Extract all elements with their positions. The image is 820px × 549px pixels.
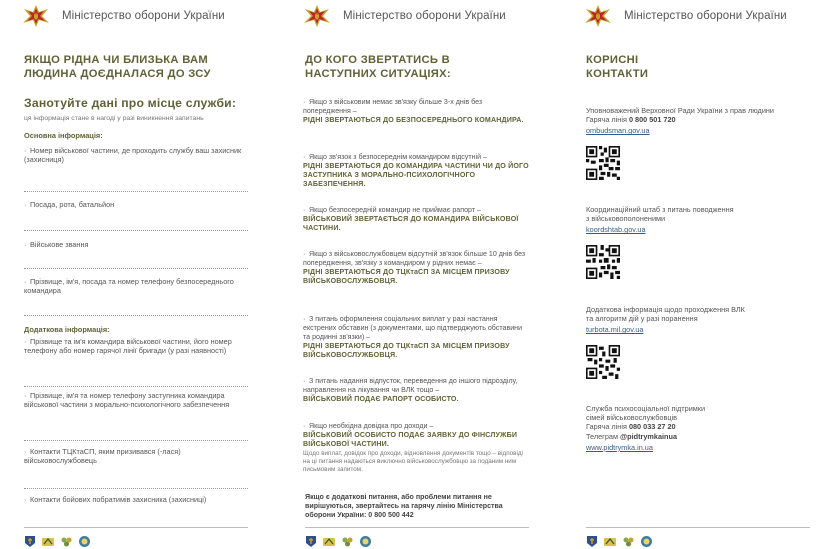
leaf-logo-icon [622, 535, 635, 548]
ministry-name: Міністерство оборони України [62, 10, 225, 22]
coat-of-arms-logo-icon [586, 535, 598, 548]
ministry-name: Міністерство оборони України [624, 10, 787, 22]
fill-line[interactable] [24, 315, 248, 316]
panel-whom-to-contact [303, 0, 531, 549]
mod-hotline-note: Якщо є додаткові питання, або проблеми питання не вирішуються, звертайтесь на гарячу лінію Міністерства оборони України: 0 800 500 442 [305, 493, 503, 519]
trident-emblem-icon [303, 4, 331, 28]
field-unit-commander: · Прізвище та ім'я командира військової частини, його номер телефону або номер гарячої лінії бригади (у разі наявності) [24, 337, 232, 356]
coat-of-arms-logo-icon [24, 535, 36, 548]
contact-psychosocial-support: Служба психосоціальної підтримки сімей військовослужбовців Гаряча лінія 080 033 27 20 Телеграм @pidtrymkainua www.pidtrymka.in.ua [586, 404, 706, 452]
fill-line[interactable] [24, 230, 248, 231]
situation-item: · Якщо зв'язок з безпосереднім командиром відсутній – РІДНІ ЗВЕРТАЮТЬСЯ ДО КОМАНДИРА ЧАСТИНИ ЧИ ДО ЙОГО ЗАСТУПНИКА З МОРАЛЬНО-ПСИХОЛОГІЧНОГО ЗАБЕЗПЕЧЕННЯ. [303, 153, 529, 188]
ministry-header [303, 4, 506, 28]
koordshtab-link[interactable]: koordshtab.gov.ua [586, 225, 646, 235]
contact-vlk-info: Додаткова інформація щодо проходження ВЛК та алгоритм дій у разі поранення turbota.mil.gov.ua [586, 305, 745, 335]
fill-line[interactable] [24, 268, 248, 269]
qr-code-icon[interactable] [586, 345, 620, 379]
title-line: КОРИСНІ [586, 54, 639, 66]
leaf-logo-icon [341, 535, 354, 548]
panel-service-info [22, 0, 250, 549]
pidtrymka-link[interactable]: www.pidtrymka.in.ua [586, 442, 653, 452]
situation-item: · Якщо безпосередній командир не приймає рапорт – ВІЙСЬКОВИЙ ЗВЕРТАЄТЬСЯ ДО КОМАНДИРА ВІЙСЬКОВОЇ ЧАСТИНИ. [303, 206, 519, 232]
ministry-header [584, 4, 787, 28]
ministry-header [22, 4, 225, 28]
basic-info-label: Основна інформація: [24, 131, 103, 140]
qr-code-icon[interactable] [586, 245, 620, 279]
field-commander: · Прізвище, ім'я, посада та номер телефону безпосереднього командира [24, 277, 234, 296]
situation-item: · Якщо з військовим немає зв'язку більше 3-х днів без попередження – РІДНІ ЗВЕРТАЮТЬСЯ ДО БЕЗПОСЕРЕДНЬОГО КОМАНДИРА. [303, 98, 524, 124]
section-subtitle: Занотуйте дані про місце служби: [24, 96, 237, 110]
situation-item: · Якщо з військовослужбовцем відсутній зв'язок більше 10 днів без попередження, зв'язку з командиром у рідних немає – РІДНІ ЗВЕРТАЮТЬСЯ ДО ТЦКтаСП ЗА МІСЦЕМ ПРИЗОВУ ВІЙСЬКОВОСЛУЖБОВЦЯ. [303, 250, 526, 285]
partner-logos [305, 535, 372, 548]
fill-line[interactable] [24, 440, 248, 441]
partner-logo-icon [603, 536, 617, 548]
wreath-logo-icon [359, 535, 372, 548]
qr-code-icon[interactable] [586, 146, 620, 180]
leaf-logo-icon [60, 535, 73, 548]
partner-logo-icon [41, 536, 55, 548]
trident-emblem-icon [22, 4, 50, 28]
field-position: · Посада, рота, батальйон [24, 200, 115, 209]
contact-koordshtab: Координаційний штаб з питань поводження з військовополоненими koordshtab.gov.ua [586, 205, 734, 235]
turbota-link[interactable]: turbota.mil.gov.ua [586, 325, 644, 335]
title-line: ЛЮДИНА ДОЄДНАЛАСЯ ДО ЗСУ [24, 68, 211, 80]
field-deputy-commander: · Прізвище, ім'я та номер телефону заступника командира військової частини з морально-психологічного забезпечення [24, 391, 230, 410]
partner-logos [24, 535, 91, 548]
field-comrades-contacts: · Контакти бойових побратимів захисника (захисниці) [24, 495, 207, 504]
situation-item: · З питань надання відпусток, переведення до іншого підрозділу, направлення на лікування чи ВЛК тощо – ВІЙСЬКОВИЙ ПОДАЄ РАПОРТ ОСОБИСТО. [303, 377, 518, 403]
wreath-logo-icon [640, 535, 653, 548]
fill-line[interactable] [24, 386, 248, 387]
footer-divider [24, 527, 248, 528]
panel-useful-contacts [584, 0, 812, 549]
fill-line[interactable] [24, 191, 248, 192]
title-line: НАСТУПНИХ СИТУАЦІЯХ: [305, 68, 451, 80]
ombudsman-link[interactable]: ombudsman.gov.ua [586, 126, 650, 136]
partner-logo-icon [322, 536, 336, 548]
footer-divider [586, 527, 810, 528]
extra-info-label: Додаткова інформація: [24, 325, 110, 334]
field-tck-contacts: · Контакти ТЦКтаСП, яким призивався (-лася) військовослужбовець [24, 447, 181, 466]
subtitle-note: ця інформація стане в нагоді у разі виникнення запитань [24, 115, 204, 122]
contact-ombudsman: Уповноважений Верховної Ради України з прав людини Гаряча лінія 0 800 501 720 ombudsman.gov.ua [586, 106, 775, 136]
panel-title [305, 53, 451, 81]
panel-title [24, 53, 211, 81]
partner-logos [586, 535, 653, 548]
title-line: КОНТАКТИ [586, 68, 649, 80]
fill-line[interactable] [24, 488, 248, 489]
trident-emblem-icon [584, 4, 612, 28]
panel-title [586, 53, 648, 81]
coat-of-arms-logo-icon [305, 535, 317, 548]
situation-item: · Якщо необхідна довідка про доходи – ВІЙСЬКОВИЙ ОСОБИСТО ПОДАЄ ЗАЯВКУ ДО ФІНСЛУЖБИ ВІЙСЬКОВОЇ ЧАСТИНИ. Щодо виплат, довідок про доходи, відновлення документів тощо – відповіді на ці питання надаються виключно військовослужбовцю за поданим ним письмовим запитом. [303, 422, 523, 473]
footer-divider [305, 527, 529, 528]
field-rank: · Військове звання [24, 240, 89, 249]
wreath-logo-icon [78, 535, 91, 548]
title-line: ЯКЩО РІДНА ЧИ БЛИЗЬКА ВАМ [24, 54, 209, 66]
situation-item: · З питань оформлення соціальних виплат у разі настання екстрених обставин (з документами, що підтверджують обставини та родинні зв'язки) – РІДНІ ЗВЕРТАЮТЬСЯ ДО ТЦКтаСП ЗА МІСЦЕМ ПРИЗОВУ ВІЙСЬКОВОСЛУЖБОВЦЯ. [303, 315, 523, 359]
field-unit-number: · Номер військової частини, де проходить службу ваш захисник (захисниця) [24, 146, 242, 165]
title-line: ДО КОГО ЗВЕРТАТИСЬ В [305, 54, 451, 66]
ministry-name: Міністерство оборони України [343, 10, 506, 22]
